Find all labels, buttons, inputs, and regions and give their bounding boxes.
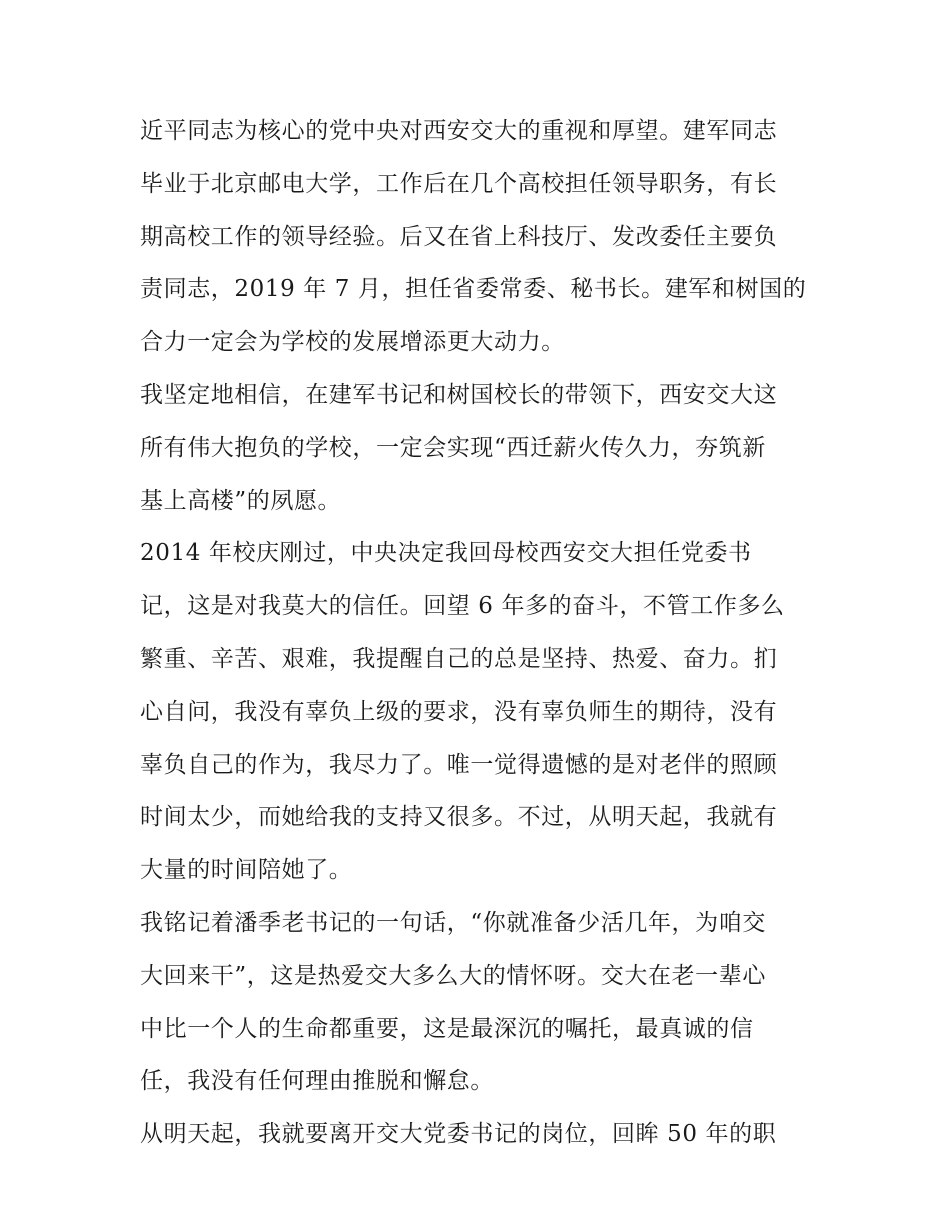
- text-line: 毕业于北京邮电大学，工作后在几个高校担任领导职务，有长: [140, 170, 778, 197]
- text-line: 辜负自己的作为，我尽力了。唯一觉得遗憾的是对老伴的照顾: [140, 751, 778, 778]
- text-line: 2014 年校庆刚过，中央决定我回母校西安交大担任党委书: [140, 540, 752, 567]
- text-line: 近平同志为核心的党中央对西安交大的重视和厚望。建军同志: [140, 118, 778, 144]
- text-line: 时间太少，而她给我的支持又很多。不过，从明天起，我就有: [140, 804, 778, 831]
- paragraph-4: [140, 897, 830, 1108]
- text-line: 基上高楼”的夙愿。: [140, 487, 342, 514]
- text-line: 我铭记着潘季老书记的一句话，“你就准备少活几年，为咱交: [140, 909, 766, 936]
- text-line: 所有伟大抱负的学校，一定会实现“西迁薪火传久力，夯筑新: [140, 434, 766, 461]
- text-line: 大量的时间陪她了。: [140, 857, 353, 884]
- text-line: 我坚定地相信，在建军书记和树国校长的带领下，西安交大这: [140, 381, 778, 408]
- text-line: 任，我没有任何理由推脱和懈怠。: [140, 1068, 494, 1095]
- paragraph-2: [140, 369, 830, 527]
- text-line: 记，这是对我莫大的信任。回望 6 年多的奋斗，不管工作多么: [140, 593, 785, 620]
- text-line: 中比一个人的生命都重要，这是最深沉的嘱托，最真诚的信: [140, 1015, 754, 1042]
- text-line: 期高校工作的领导经验。后又在省上科技厅、发改委任主要负: [140, 223, 778, 250]
- text-line: 心自问，我没有辜负上级的要求，没有辜负师生的期待，没有: [140, 698, 778, 725]
- text-line: 合力一定会为学校的发展增添更大动力。: [140, 329, 565, 356]
- text-line: 繁重、辛苦、艰难，我提醒自己的总是坚持、热爱、奋力。扪: [140, 645, 778, 672]
- document-body: [140, 105, 830, 1161]
- paragraph-1: [140, 105, 830, 369]
- text-line: 大回来干”，这是热爱交大多么大的情怀呀。交大在老一辈心: [140, 962, 766, 989]
- paragraph-5: [140, 1108, 830, 1161]
- text-line: 责同志，2019 年 7 月，担任省委常委、秘书长。建军和树国的: [140, 276, 807, 303]
- text-line: 从明天起，我就要离开交大党委书记的岗位，回眸 50 年的职: [140, 1121, 777, 1148]
- paragraph-3: [140, 527, 830, 897]
